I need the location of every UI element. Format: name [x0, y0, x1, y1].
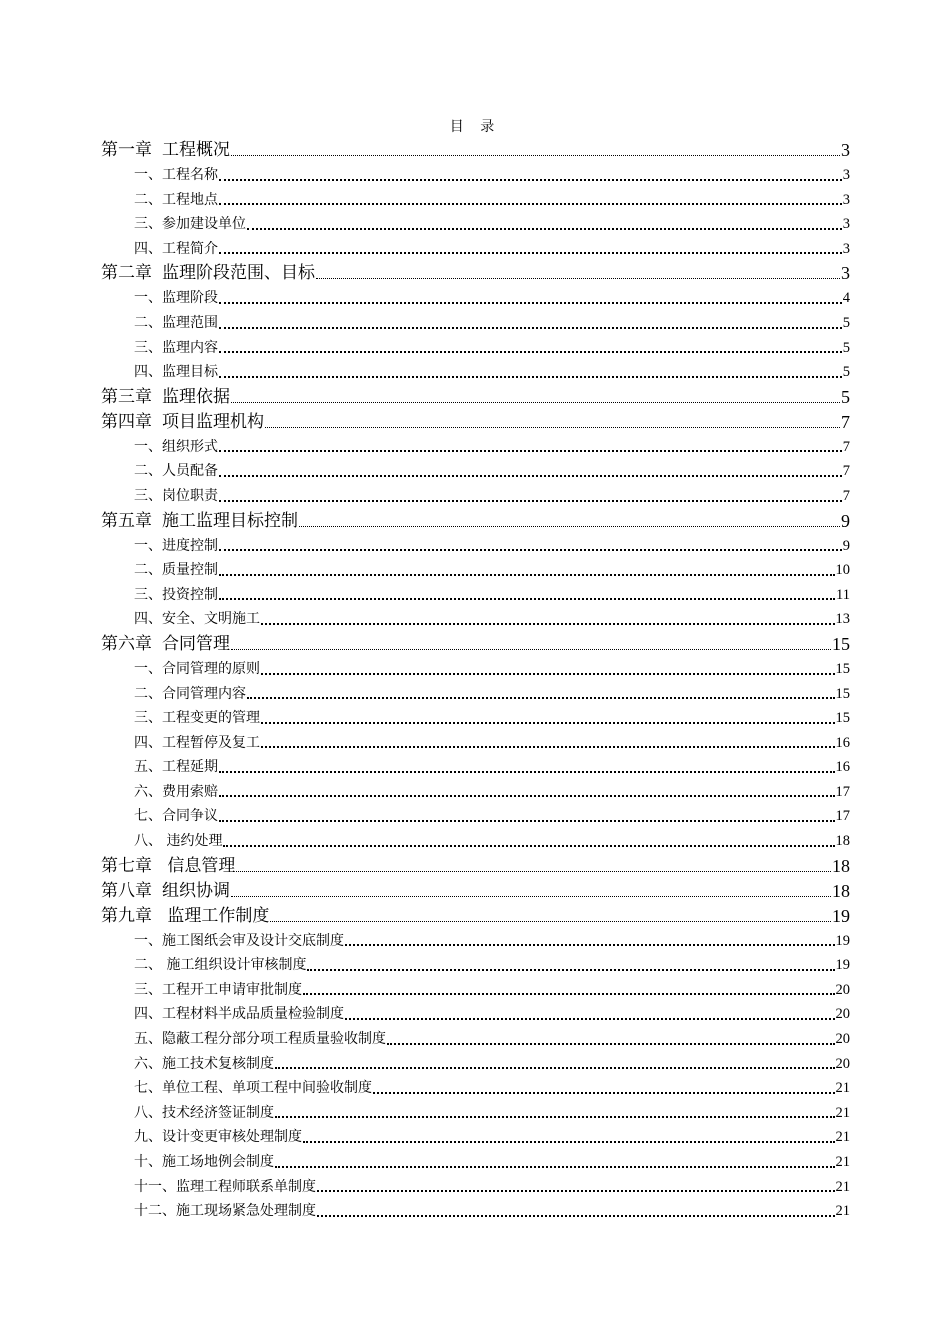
- toc-entry-label: [101, 904, 269, 929]
- chapter-title: 监理依据: [162, 386, 230, 407]
- dot-leader: [223, 845, 834, 847]
- toc-section-entry[interactable]: [101, 929, 850, 954]
- toc-page-number: 21: [835, 1154, 850, 1170]
- toc-entry-label: 一、监理阶段: [134, 290, 218, 307]
- dot-leader: [317, 1190, 835, 1192]
- toc-entry-label: 二、人员配备: [134, 463, 218, 480]
- toc-entry-label: 三、岗位职责: [134, 487, 218, 504]
- toc-page-number: 5: [842, 314, 850, 331]
- toc-page-number: 15: [835, 710, 850, 727]
- toc-section-entry[interactable]: [101, 188, 850, 213]
- toc-page-number: 15: [835, 685, 850, 702]
- toc-entry-label: 四、监理目标: [134, 364, 218, 381]
- chapter-number: 第四章: [101, 411, 152, 432]
- toc-section-entry[interactable]: [101, 682, 850, 707]
- toc-section-entry[interactable]: [101, 1027, 850, 1052]
- toc-entry-label: 一、工程名称: [134, 167, 218, 183]
- toc-page-number: 18: [832, 880, 850, 901]
- toc-entry-label: 六、费用索赔: [134, 783, 218, 800]
- toc-page-number: 20: [835, 1055, 850, 1072]
- toc-section-entry[interactable]: [101, 731, 850, 756]
- chapter-title: 信息管理: [162, 855, 236, 876]
- dot-leader: [219, 203, 842, 205]
- toc-chapter-entry[interactable]: [101, 261, 850, 286]
- dot-leader: [236, 871, 831, 872]
- toc-entry-label: 五、工程延期: [134, 759, 218, 776]
- toc-section-entry[interactable]: [101, 978, 850, 1003]
- chapter-number: 第九章: [101, 905, 152, 926]
- toc-page-number: 3: [842, 191, 850, 208]
- chapter-title: 合同管理: [162, 633, 230, 654]
- toc-entry-label: 七、单位工程、单项工程中间验收制度: [134, 1080, 372, 1097]
- toc-section-entry[interactable]: [101, 657, 850, 682]
- chapter-title: 施工监理目标控制: [162, 510, 298, 531]
- dot-leader: [219, 376, 842, 378]
- toc-page-number: 19: [832, 905, 850, 926]
- toc-section-entry[interactable]: [101, 583, 850, 608]
- toc-section-entry[interactable]: [101, 286, 850, 311]
- toc-section-entry[interactable]: [101, 953, 850, 978]
- toc-chapter-entry[interactable]: [101, 854, 850, 879]
- dot-leader: [275, 1067, 835, 1069]
- toc-section-entry[interactable]: [101, 1125, 850, 1150]
- toc-entry-label: [101, 410, 264, 435]
- toc-entry-label: 一、合同管理的原则: [134, 660, 260, 677]
- chapter-number: 第二章: [101, 263, 152, 284]
- toc-entry-label: 一、进度控制: [134, 537, 218, 554]
- chapter-number: 第五章: [101, 510, 152, 531]
- toc-page-number: 17: [835, 783, 850, 800]
- toc-entry-label: 八、 违约处理: [134, 833, 223, 850]
- toc-entry-label: 三、投资控制: [134, 586, 218, 603]
- dot-leader: [345, 1018, 835, 1020]
- dot-leader: [303, 1141, 835, 1143]
- toc-chapter-entry[interactable]: [101, 410, 850, 435]
- toc-page-number: 9: [841, 510, 850, 531]
- dot-leader: [231, 649, 831, 650]
- chapter-title: 监理工作制度: [162, 905, 270, 926]
- toc-page-number: 3: [841, 263, 850, 284]
- toc-chapter-entry[interactable]: [101, 509, 850, 534]
- toc-entry-label: 十二、施工现场紧急处理制度: [134, 1203, 316, 1220]
- toc-page-number: 9: [842, 537, 850, 554]
- toc-section-entry[interactable]: [101, 459, 850, 484]
- dot-leader: [317, 1215, 835, 1217]
- toc-page-number: 5: [842, 364, 850, 381]
- dot-leader: [231, 896, 831, 897]
- toc-page-number: 17: [835, 808, 850, 825]
- toc-page-number: 15: [835, 660, 850, 677]
- toc-entry-label: 五、隐蔽工程分部分项工程质量验收制度: [134, 1031, 386, 1048]
- toc-entry-label: 六、施工技术复核制度: [134, 1055, 274, 1072]
- toc-title: 目 录: [449, 119, 501, 135]
- toc-section-entry[interactable]: [101, 212, 850, 237]
- dot-leader: [275, 1116, 835, 1118]
- toc-entry-label: [101, 385, 230, 410]
- dot-leader: [219, 450, 842, 452]
- toc-entry-label: [101, 138, 230, 163]
- toc-section-entry[interactable]: [101, 1076, 850, 1101]
- toc-page-number: 5: [841, 386, 850, 407]
- toc-entry-label: 七、合同争议: [134, 808, 218, 825]
- toc-entry-label: [101, 261, 315, 286]
- chapter-number: 第八章: [101, 880, 152, 901]
- dot-leader: [219, 475, 842, 477]
- toc-page-number: 21: [835, 1104, 850, 1121]
- chapter-title: 工程概况: [162, 140, 230, 160]
- dot-leader: [261, 673, 835, 675]
- toc-entry-label: 三、参加建设单位: [134, 216, 246, 233]
- chapter-number: 第一章: [101, 140, 152, 160]
- toc-entry-label: 一、组织形式: [134, 438, 218, 455]
- dot-leader: [307, 969, 834, 971]
- dot-leader: [261, 722, 835, 724]
- toc-entry-label: 四、安全、文明施工: [134, 611, 260, 628]
- toc-page-number: 7: [842, 438, 850, 455]
- toc-entry-label: [101, 879, 230, 904]
- chapter-title: 项目监理机构: [162, 411, 264, 432]
- toc-section-entry[interactable]: [101, 558, 850, 583]
- toc-page-number: 16: [835, 759, 850, 776]
- toc-section-entry[interactable]: [101, 1052, 850, 1077]
- toc-entry-label: 二、质量控制: [134, 562, 218, 579]
- toc-section-entry[interactable]: [101, 1150, 850, 1175]
- dot-leader: [219, 820, 835, 822]
- toc-chapter-entry[interactable]: [101, 879, 850, 904]
- toc-page-number: 21: [835, 1080, 850, 1097]
- dot-leader: [219, 302, 842, 304]
- toc-page-number: 21: [835, 1178, 850, 1195]
- toc-section-entry[interactable]: [101, 435, 850, 460]
- dot-leader: [219, 179, 842, 181]
- toc-chapter-entry[interactable]: [101, 385, 850, 410]
- toc-section-entry[interactable]: [101, 804, 850, 829]
- toc-page-number: 7: [841, 411, 850, 432]
- chapter-number: 第六章: [101, 633, 152, 654]
- dot-leader: [247, 697, 835, 699]
- dot-leader: [219, 795, 835, 797]
- dot-leader: [299, 526, 840, 527]
- toc-entry-label: 九、设计变更审核处理制度: [134, 1129, 302, 1146]
- dot-leader: [219, 574, 835, 576]
- dot-leader: [265, 427, 840, 428]
- toc-page-number: 21: [835, 1129, 850, 1146]
- toc-section-entry[interactable]: [101, 336, 850, 361]
- dot-leader: [219, 549, 842, 551]
- toc-section-entry[interactable]: [101, 360, 850, 385]
- toc-entry-label: 四、工程暂停及复工: [134, 734, 260, 751]
- toc-entry-label: 三、工程变更的管理: [134, 710, 260, 727]
- toc-page-number: 7: [842, 487, 850, 504]
- toc-page-number: 5: [842, 339, 850, 356]
- dot-leader: [373, 1092, 835, 1094]
- toc-section-entry[interactable]: [101, 706, 850, 731]
- toc-section-entry[interactable]: [101, 1175, 850, 1200]
- toc-section-entry[interactable]: [101, 780, 850, 805]
- toc-page-number: 15: [832, 633, 850, 654]
- toc-page-number: 19: [835, 957, 850, 974]
- dot-leader: [231, 155, 840, 156]
- toc-page-number: 3: [841, 140, 850, 160]
- dot-leader: [247, 228, 842, 230]
- toc-section-entry[interactable]: [101, 1101, 850, 1126]
- toc-page-number: 10: [835, 562, 850, 579]
- toc-section-entry[interactable]: [101, 1002, 850, 1027]
- toc-entry-label: 四、工程材料半成品质量检验制度: [134, 1006, 344, 1023]
- toc-entry-label: 四、工程简介: [134, 240, 218, 257]
- toc-entry-label: 二、 施工组织设计审核制度: [134, 957, 307, 974]
- toc-entry-label: 一、施工图纸会审及设计交底制度: [134, 932, 344, 949]
- toc-section-entry[interactable]: [101, 755, 850, 780]
- dot-leader: [219, 771, 835, 773]
- chapter-title: 组织协调: [162, 880, 230, 901]
- toc-page-number: 13: [835, 611, 850, 628]
- toc-chapter-entry[interactable]: [101, 632, 850, 657]
- toc-section-entry[interactable]: [101, 829, 850, 854]
- toc-page-number: 7: [842, 463, 850, 480]
- chapter-number: 第三章: [101, 386, 152, 407]
- toc-page-number: 16: [835, 734, 850, 751]
- toc-page-number: 11: [836, 586, 850, 603]
- toc-entry-label: 十一、监理工程师联系单制度: [134, 1178, 316, 1195]
- toc-page-number: 20: [835, 981, 850, 998]
- toc-page-number: 18: [832, 855, 850, 876]
- toc-page-number: 4: [842, 290, 850, 307]
- toc-entry-label: [101, 509, 298, 534]
- toc-section-entry[interactable]: [101, 311, 850, 336]
- toc-chapter-entry[interactable]: [101, 138, 850, 163]
- toc-page-number: 3: [842, 216, 850, 233]
- dot-leader: [219, 598, 835, 600]
- toc-page-number: 19: [835, 932, 850, 949]
- dot-leader: [231, 402, 840, 403]
- toc-section-entry[interactable]: [101, 607, 850, 632]
- toc-entry-label: 二、监理范围: [134, 314, 218, 331]
- toc-page-number: 20: [835, 1031, 850, 1048]
- toc-entry-label: 十、施工场地例会制度: [134, 1154, 274, 1170]
- dot-leader: [219, 351, 842, 353]
- toc-entry-label: 二、合同管理内容: [134, 685, 246, 702]
- toc-page-number: 3: [842, 167, 850, 183]
- toc-entry-label: 八、技术经济签证制度: [134, 1104, 274, 1121]
- chapter-title: 监理阶段范围、目标: [162, 263, 315, 284]
- dot-leader: [261, 746, 835, 748]
- toc-page-number: 21: [835, 1203, 850, 1220]
- toc-section-entry[interactable]: [101, 484, 850, 509]
- toc-entry-label: 三、工程开工申请审批制度: [134, 981, 302, 998]
- dot-leader: [219, 252, 842, 254]
- toc-page-number: 3: [842, 240, 850, 257]
- dot-leader: [275, 1166, 835, 1168]
- dot-leader: [316, 278, 840, 279]
- dot-leader: [261, 623, 835, 625]
- dot-leader: [387, 1043, 835, 1045]
- toc-section-entry[interactable]: [101, 163, 850, 188]
- toc-entry-label: 二、工程地点: [134, 191, 218, 208]
- dot-leader: [219, 500, 842, 502]
- toc-section-entry[interactable]: [101, 1199, 850, 1224]
- toc-entry-label: 三、监理内容: [134, 339, 218, 356]
- toc-page-number: 20: [835, 1006, 850, 1023]
- dot-leader: [303, 993, 835, 995]
- toc-entry-label: [101, 854, 235, 879]
- table-of-contents: [101, 138, 850, 1224]
- toc-entry-label: [101, 632, 230, 657]
- dot-leader: [219, 327, 842, 329]
- toc-chapter-entry[interactable]: [101, 904, 850, 929]
- toc-page-number: 18: [835, 833, 850, 850]
- dot-leader: [270, 921, 831, 922]
- chapter-number: 第七章: [101, 855, 152, 876]
- toc-section-entry[interactable]: [101, 534, 850, 559]
- dot-leader: [345, 944, 835, 946]
- toc-section-entry[interactable]: [101, 237, 850, 262]
